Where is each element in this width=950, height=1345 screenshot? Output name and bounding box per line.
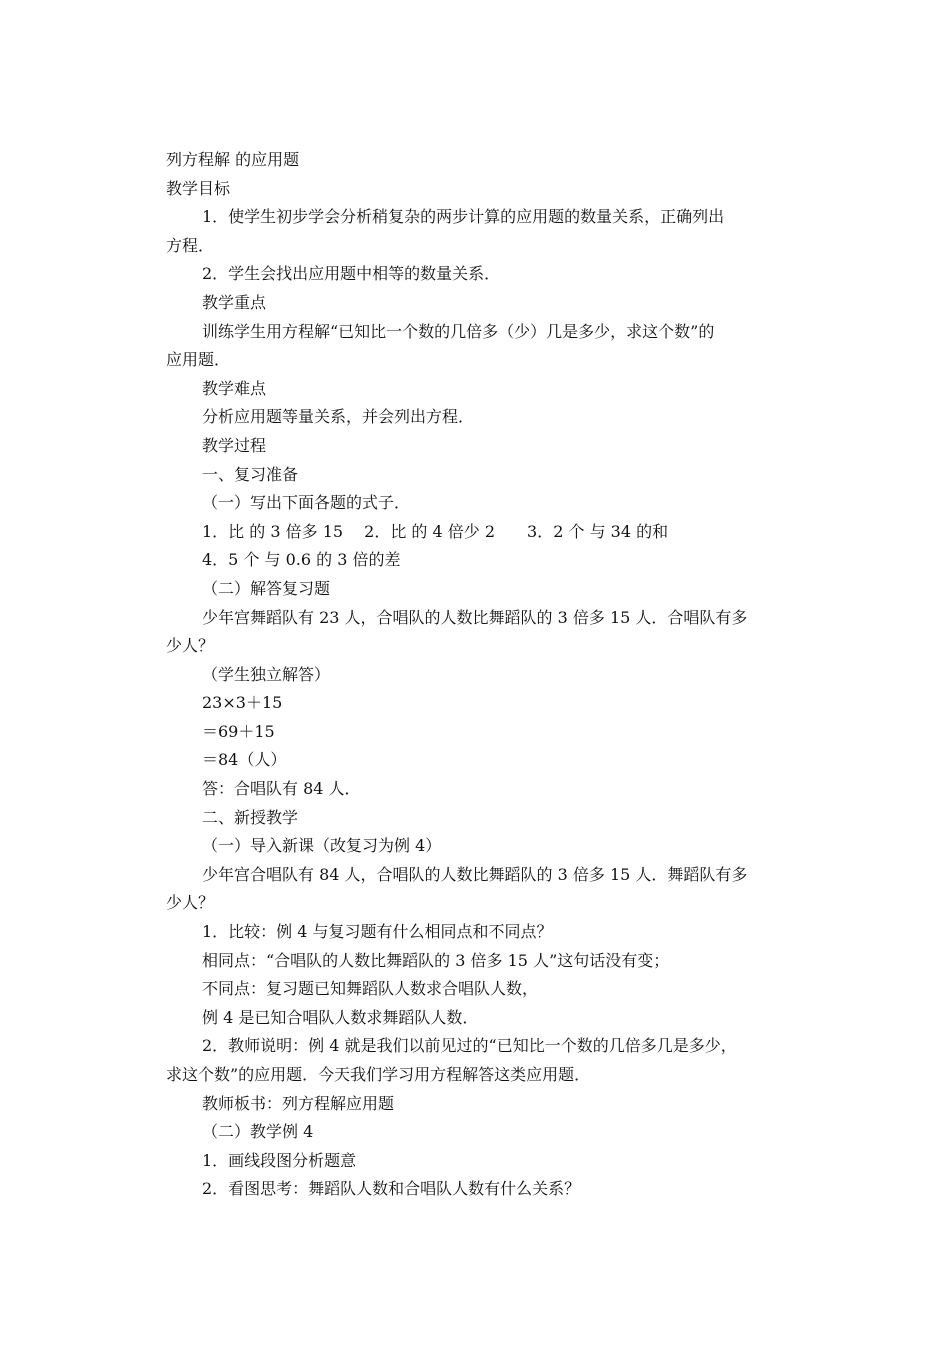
document-line: 例 4 是已知合唱队人数求舞蹈队人数．: [202, 1007, 479, 1027]
document-line: 少人？: [166, 636, 215, 656]
document-line: （一）写出下面各题的式子．: [202, 493, 411, 513]
document-line: 应用题．: [166, 350, 231, 370]
document-line: 1．比较：例 4 与复习题有什么相同点和不同点？: [202, 922, 553, 942]
document-line: 少年宫合唱队有 84 人，合唱队的人数比舞蹈队的 3 倍多 15 人．舞蹈队有多: [202, 864, 748, 884]
document-line: 答：合唱队有 84 人．: [202, 779, 361, 799]
document-lines: [166, 175, 806, 1204]
document-line: （二）教学例 4: [202, 1122, 314, 1142]
document-line: （二）解答复习题: [202, 578, 331, 598]
document-line: 分析应用题等量关系，并会列出方程．: [202, 407, 475, 427]
document-line: ＝84（人）: [202, 750, 287, 770]
document-body: [166, 146, 806, 1204]
document-line: 方程．: [166, 235, 215, 255]
document-line: 少人？: [166, 893, 215, 913]
document-line: 二、新授教学: [202, 807, 299, 827]
document-line: ＝69＋15: [202, 721, 275, 741]
document-line: （一）导入新课（改复习为例 4）: [202, 836, 442, 856]
document-line: 教学难点: [202, 378, 267, 398]
document-line: 2．教师说明：例 4 就是我们以前见过的“已知比一个数的几倍多几是多少，: [202, 1036, 737, 1056]
document-line: 不同点：复习题已知舞蹈队人数求合唱队人数，: [202, 979, 539, 999]
document-line: 教学过程: [202, 435, 267, 455]
document-line: 23×3＋15: [202, 693, 283, 713]
document-line: 少年宫舞蹈队有 23 人，合唱队的人数比舞蹈队的 3 倍多 15 人．合唱队有多: [202, 607, 748, 627]
document-line: 1．画线段图分析题意: [202, 1150, 357, 1170]
document-line: 2．看图思考：舞蹈队人数和合唱队人数有什么关系？: [202, 1179, 581, 1199]
document-line: （学生独立解答）: [202, 664, 331, 684]
document-line: 教学目标: [166, 178, 231, 198]
document-line: 一、复习准备: [202, 464, 299, 484]
document-line: 1．使学生初步学会分析稍复杂的两步计算的应用题的数量关系，正确列出: [202, 207, 725, 227]
document-line: 求这个数”的应用题．今天我们学习用方程解答这类应用题．: [166, 1065, 591, 1084]
document-line: 4．5 个 与 0.6 的 3 倍的差: [202, 550, 401, 570]
document-line: 教师板书：列方程解应用题: [202, 1093, 395, 1113]
document-line: 2．学生会找出应用题中相等的数量关系．: [202, 264, 501, 284]
document-line: 训练学生用方程解“已知比一个数的几倍多（少）几是多少，求这个数”的: [202, 321, 715, 341]
document-title: 列方程解 的应用题: [166, 150, 300, 169]
document-line: 相同点：“合唱队的人数比舞蹈队的 3 倍多 15 人”这句话没有变；: [202, 950, 670, 970]
document-line: 1．比 的 3 倍多 15 2．比 的 4 倍少 2 3．2 个 与 34 的和: [202, 521, 669, 541]
document-line: 教学重点: [202, 292, 267, 312]
